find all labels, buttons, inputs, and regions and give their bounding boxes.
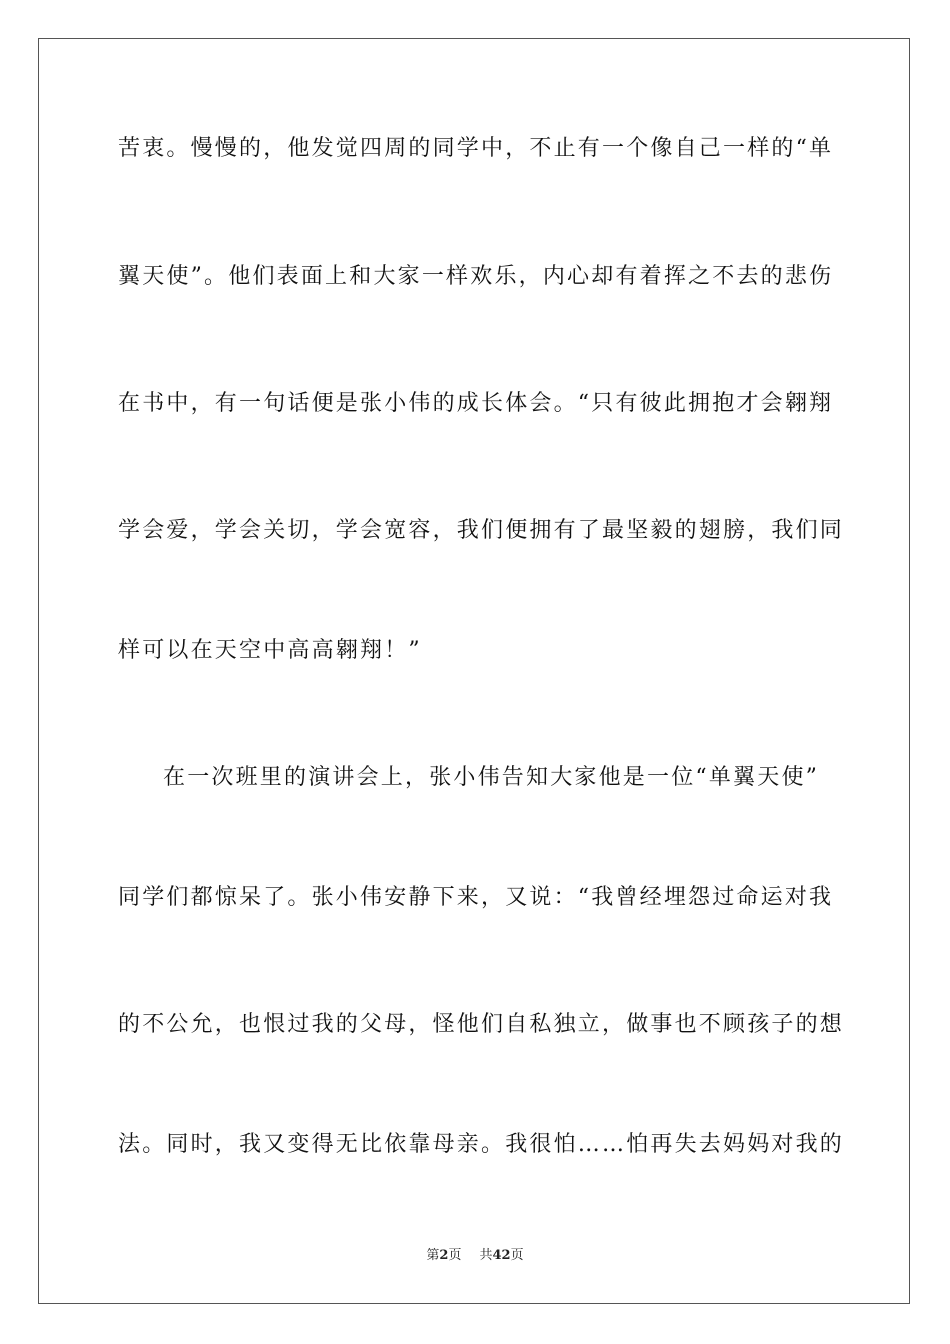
total-prefix: 共	[479, 1248, 493, 1263]
page-suffix: 页	[448, 1248, 462, 1263]
total-pages: 42	[492, 1248, 511, 1263]
body-line-1: 苦衷。慢慢的，他发觉四周的同学中，不止有一个像自己一样的“单	[118, 136, 834, 161]
page-number: 2	[439, 1248, 449, 1263]
body-line-5: 样可以在天空中高高翱翔！”	[118, 638, 422, 663]
page-prefix: 第	[426, 1248, 440, 1263]
body-line-3: 在书中，有一句话便是张小伟的成长体会。“只有彼此拥抱才会翱翔	[118, 391, 834, 416]
body-line-7: 同学们都惊呆了。张小伟安静下来，又说：“我曾经埋怨过命运对我	[118, 885, 834, 910]
body-line-2: 翼天使”。他们表面上和大家一样欢乐，内心却有着挥之不去的悲伤	[118, 264, 834, 289]
body-line-8: 的不公允，也恨过我的父母，怪他们自私独立，做事也不顾孩子的想	[118, 1012, 845, 1037]
body-line-4: 学会爱，学会关切，学会宽容，我们便拥有了最坚毅的翅膀，我们同	[118, 518, 845, 543]
body-line-6: 在一次班里的演讲会上，张小伟告知大家他是一位“单翼天使”	[163, 765, 820, 790]
page-footer	[0, 1248, 950, 1264]
page-border	[38, 38, 910, 1304]
body-line-9: 法。同时，我又变得无比依靠母亲。我很怕……怕再失去妈妈对我的	[118, 1132, 845, 1157]
total-suffix: 页	[510, 1248, 524, 1263]
